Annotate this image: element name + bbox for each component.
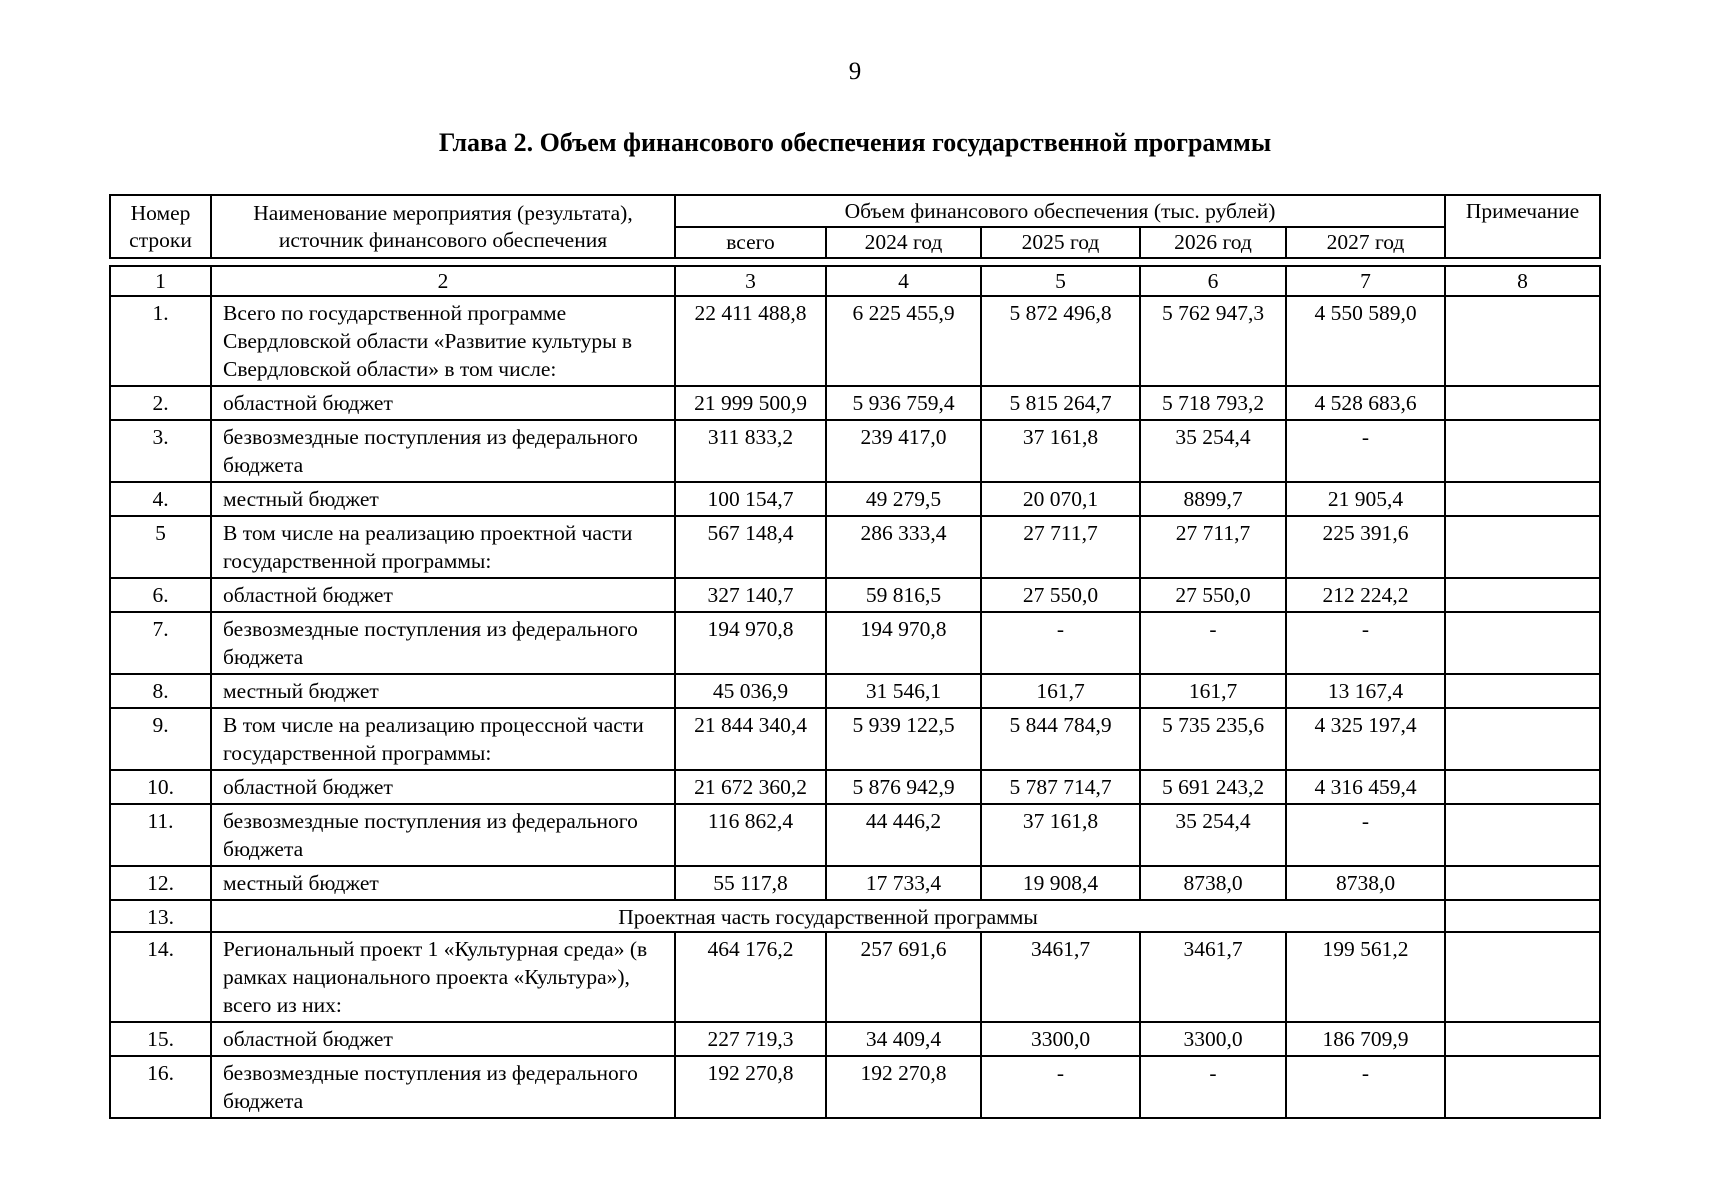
value-2025-cell: 3461,7 xyxy=(981,932,1140,1022)
value-2026-cell: 27 711,7 xyxy=(1140,516,1286,578)
column-index: 3 xyxy=(675,266,826,296)
note-cell xyxy=(1445,612,1600,674)
column-index: 7 xyxy=(1286,266,1445,296)
column-index: 8 xyxy=(1445,266,1600,296)
value-2026-cell: - xyxy=(1140,1056,1286,1118)
table-row xyxy=(110,386,1600,420)
row-name-cell: местный бюджет xyxy=(211,866,675,900)
header-total: всего xyxy=(675,227,826,258)
note-cell xyxy=(1445,770,1600,804)
column-index: 2 xyxy=(211,266,675,296)
table-row xyxy=(110,482,1600,516)
value-2024-cell: 286 333,4 xyxy=(826,516,981,578)
value-2026-cell: 35 254,4 xyxy=(1140,804,1286,866)
row-name-cell: местный бюджет xyxy=(211,482,675,516)
row-number-cell: 4. xyxy=(110,482,211,516)
row-number-cell: 6. xyxy=(110,578,211,612)
row-number-cell: 16. xyxy=(110,1056,211,1118)
value-2027-cell: - xyxy=(1286,612,1445,674)
value-2026-cell: 8738,0 xyxy=(1140,866,1286,900)
value-2024-cell: 44 446,2 xyxy=(826,804,981,866)
value-2027-cell: 4 528 683,6 xyxy=(1286,386,1445,420)
total-cell: 45 036,9 xyxy=(675,674,826,708)
value-2027-cell: - xyxy=(1286,804,1445,866)
row-name-cell: безвозмездные поступления из федерального бюджета xyxy=(211,804,675,866)
row-name-cell: областной бюджет xyxy=(211,578,675,612)
total-cell: 327 140,7 xyxy=(675,578,826,612)
total-cell: 21 844 340,4 xyxy=(675,708,826,770)
value-2027-cell: 13 167,4 xyxy=(1286,674,1445,708)
value-2024-cell: 5 936 759,4 xyxy=(826,386,981,420)
total-cell: 22 411 488,8 xyxy=(675,296,826,386)
header-2024: 2024 год xyxy=(826,227,981,258)
total-cell: 21 672 360,2 xyxy=(675,770,826,804)
value-2025-cell: 37 161,8 xyxy=(981,420,1140,482)
row-number-cell: 3. xyxy=(110,420,211,482)
table-row xyxy=(110,612,1600,674)
table-row xyxy=(110,866,1600,900)
value-2027-cell: 199 561,2 xyxy=(1286,932,1445,1022)
note-cell xyxy=(1445,1022,1600,1056)
value-2024-cell: 49 279,5 xyxy=(826,482,981,516)
table-row xyxy=(110,1022,1600,1056)
value-2024-cell: 192 270,8 xyxy=(826,1056,981,1118)
note-cell xyxy=(1445,866,1600,900)
note-cell xyxy=(1445,1056,1600,1118)
value-2027-cell: 212 224,2 xyxy=(1286,578,1445,612)
row-name-cell: Региональный проект 1 «Культурная среда» (в рамках национального проекта «Культура»), всего из них: xyxy=(211,932,675,1022)
value-2025-cell: 161,7 xyxy=(981,674,1140,708)
row-number-cell: 10. xyxy=(110,770,211,804)
header-volume: Объем финансового обеспечения (тыс. рублей) xyxy=(675,195,1445,227)
value-2025-cell: 5 844 784,9 xyxy=(981,708,1140,770)
total-cell: 311 833,2 xyxy=(675,420,826,482)
total-cell: 21 999 500,9 xyxy=(675,386,826,420)
row-number-cell: 8. xyxy=(110,674,211,708)
value-2027-cell: 225 391,6 xyxy=(1286,516,1445,578)
total-cell: 227 719,3 xyxy=(675,1022,826,1056)
value-2024-cell: 194 970,8 xyxy=(826,612,981,674)
value-2027-cell: 4 550 589,0 xyxy=(1286,296,1445,386)
value-2025-cell: 27 550,0 xyxy=(981,578,1140,612)
value-2027-cell: 4 316 459,4 xyxy=(1286,770,1445,804)
column-index: 4 xyxy=(826,266,981,296)
value-2025-cell: 5 815 264,7 xyxy=(981,386,1140,420)
header-row-number: Номер строки xyxy=(110,195,211,258)
table-row xyxy=(110,770,1600,804)
row-name-cell: областной бюджет xyxy=(211,1022,675,1056)
value-2024-cell: 239 417,0 xyxy=(826,420,981,482)
note-cell xyxy=(1445,804,1600,866)
row-name-cell: безвозмездные поступления из федерального бюджета xyxy=(211,420,675,482)
table-row xyxy=(110,516,1600,578)
value-2027-cell: 21 905,4 xyxy=(1286,482,1445,516)
row-name-cell: безвозмездные поступления из федерального бюджета xyxy=(211,1056,675,1118)
header-2026: 2026 год xyxy=(1140,227,1286,258)
value-2026-cell: 5 762 947,3 xyxy=(1140,296,1286,386)
header-2025: 2025 год xyxy=(981,227,1140,258)
value-2026-cell: 27 550,0 xyxy=(1140,578,1286,612)
header-2027: 2027 год xyxy=(1286,227,1445,258)
total-cell: 116 862,4 xyxy=(675,804,826,866)
table-row xyxy=(110,296,1600,386)
table-row xyxy=(110,804,1600,866)
value-2024-cell: 17 733,4 xyxy=(826,866,981,900)
table-body xyxy=(110,266,1600,1118)
value-2027-cell: 8738,0 xyxy=(1286,866,1445,900)
value-2026-cell: 5 691 243,2 xyxy=(1140,770,1286,804)
page-number: 9 xyxy=(848,58,862,85)
row-number-cell: 5 xyxy=(110,516,211,578)
note-cell xyxy=(1445,516,1600,578)
section-row xyxy=(110,900,1600,932)
value-2026-cell: 3300,0 xyxy=(1140,1022,1286,1056)
finance-table xyxy=(109,265,1601,1119)
row-number-cell: 15. xyxy=(110,1022,211,1056)
row-name-cell: местный бюджет xyxy=(211,674,675,708)
note-cell xyxy=(1445,674,1600,708)
value-2026-cell: 3461,7 xyxy=(1140,932,1286,1022)
value-2025-cell: 3300,0 xyxy=(981,1022,1140,1056)
column-index: 5 xyxy=(981,266,1140,296)
table-header xyxy=(109,194,1601,259)
total-cell: 100 154,7 xyxy=(675,482,826,516)
note-cell xyxy=(1445,420,1600,482)
total-cell: 464 176,2 xyxy=(675,932,826,1022)
value-2024-cell: 5 876 942,9 xyxy=(826,770,981,804)
header-note: Примечание xyxy=(1445,195,1600,258)
total-cell: 567 148,4 xyxy=(675,516,826,578)
row-number-cell: 1. xyxy=(110,296,211,386)
value-2026-cell: 35 254,4 xyxy=(1140,420,1286,482)
section-label: Проектная часть государственной программы xyxy=(211,900,1445,932)
note-cell xyxy=(1445,386,1600,420)
total-cell: 194 970,8 xyxy=(675,612,826,674)
value-2025-cell: 5 872 496,8 xyxy=(981,296,1140,386)
value-2024-cell: 34 409,4 xyxy=(826,1022,981,1056)
table-row xyxy=(110,708,1600,770)
row-name-cell: В том числе на реализацию проектной части государственной программы: xyxy=(211,516,675,578)
column-index-row xyxy=(110,266,1600,296)
value-2027-cell: 186 709,9 xyxy=(1286,1022,1445,1056)
note-cell xyxy=(1445,900,1600,932)
table-row xyxy=(110,932,1600,1022)
value-2025-cell: - xyxy=(981,612,1140,674)
value-2026-cell: 161,7 xyxy=(1140,674,1286,708)
note-cell xyxy=(1445,932,1600,1022)
value-2027-cell: - xyxy=(1286,420,1445,482)
row-number-cell: 12. xyxy=(110,866,211,900)
value-2024-cell: 257 691,6 xyxy=(826,932,981,1022)
column-index: 6 xyxy=(1140,266,1286,296)
note-cell xyxy=(1445,482,1600,516)
value-2024-cell: 31 546,1 xyxy=(826,674,981,708)
value-2024-cell: 5 939 122,5 xyxy=(826,708,981,770)
value-2024-cell: 6 225 455,9 xyxy=(826,296,981,386)
row-number-cell: 11. xyxy=(110,804,211,866)
value-2026-cell: - xyxy=(1140,612,1286,674)
value-2024-cell: 59 816,5 xyxy=(826,578,981,612)
row-number-cell: 9. xyxy=(110,708,211,770)
row-name-cell: В том числе на реализацию процессной части государственной программы: xyxy=(211,708,675,770)
row-number-cell: 14. xyxy=(110,932,211,1022)
value-2025-cell: - xyxy=(981,1056,1140,1118)
table-row xyxy=(110,1056,1600,1118)
value-2027-cell: 4 325 197,4 xyxy=(1286,708,1445,770)
value-2026-cell: 5 735 235,6 xyxy=(1140,708,1286,770)
note-cell xyxy=(1445,578,1600,612)
value-2027-cell: - xyxy=(1286,1056,1445,1118)
table-row xyxy=(110,420,1600,482)
value-2025-cell: 27 711,7 xyxy=(981,516,1140,578)
header-name: Наименование мероприятия (результата), источник финансового обеспечения xyxy=(211,195,675,258)
value-2025-cell: 19 908,4 xyxy=(981,866,1140,900)
row-number-cell: 2. xyxy=(110,386,211,420)
chapter-title: Глава 2. Объем финансового обеспечения государственной программы xyxy=(438,128,1272,157)
value-2025-cell: 37 161,8 xyxy=(981,804,1140,866)
value-2026-cell: 8899,7 xyxy=(1140,482,1286,516)
total-cell: 192 270,8 xyxy=(675,1056,826,1118)
total-cell: 55 117,8 xyxy=(675,866,826,900)
row-name-cell: безвозмездные поступления из федерального бюджета xyxy=(211,612,675,674)
value-2025-cell: 20 070,1 xyxy=(981,482,1140,516)
row-name-cell: областной бюджет xyxy=(211,386,675,420)
value-2025-cell: 5 787 714,7 xyxy=(981,770,1140,804)
table-row xyxy=(110,578,1600,612)
note-cell xyxy=(1445,708,1600,770)
value-2026-cell: 5 718 793,2 xyxy=(1140,386,1286,420)
row-number-cell: 7. xyxy=(110,612,211,674)
row-number-cell: 13. xyxy=(110,900,211,932)
column-index: 1 xyxy=(110,266,211,296)
note-cell xyxy=(1445,296,1600,386)
table-row xyxy=(110,674,1600,708)
row-name-cell: Всего по государственной программе Свердловской области «Развитие культуры в Свердловской области» в том числе: xyxy=(211,296,675,386)
row-name-cell: областной бюджет xyxy=(211,770,675,804)
